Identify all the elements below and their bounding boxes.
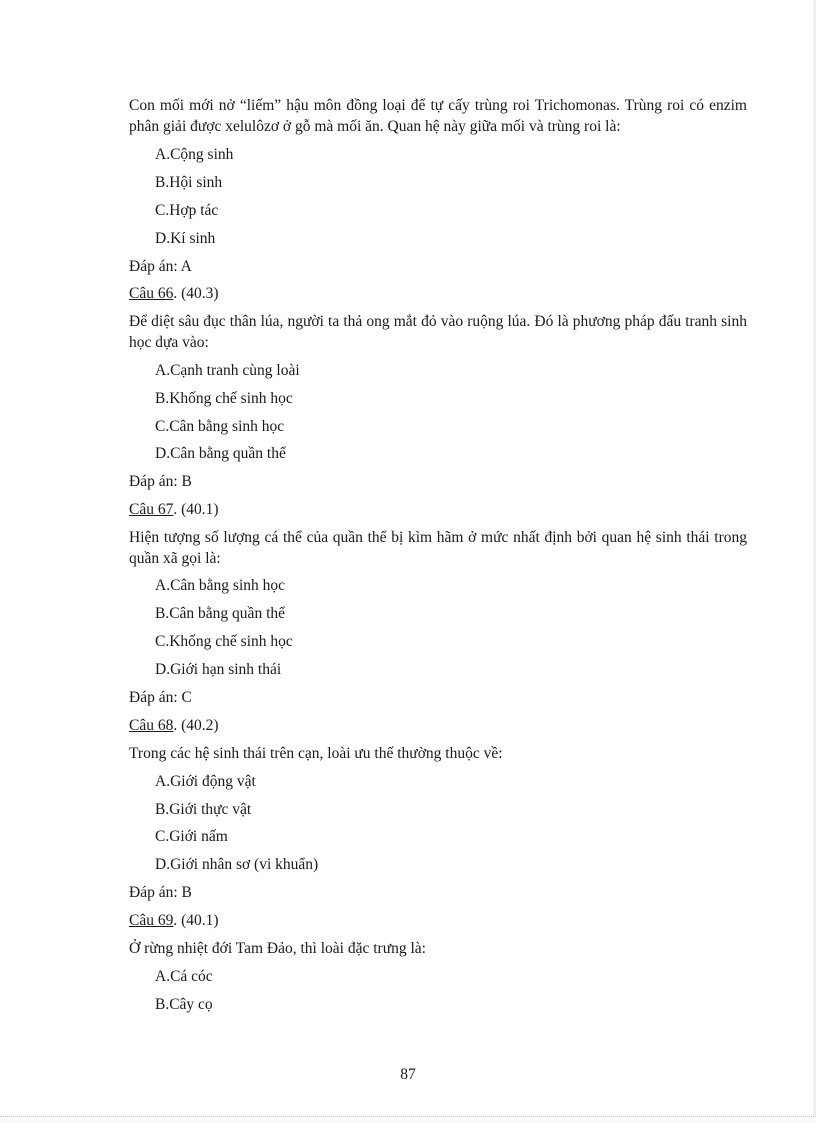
option-c: C.Khống chế sinh học [155, 633, 293, 651]
question-code: . (40.1) [173, 912, 219, 930]
option-a: A.Cạnh tranh cùng loài [155, 361, 300, 379]
intro-option-d: D.Kí sinh [155, 229, 216, 247]
question-header [129, 500, 747, 521]
question-text: Trong các hệ sinh thái trên cạn, loài ưu thế thường thuộc về: [129, 744, 503, 762]
option-d: D.Giới nhân sơ (vi khuẩn) [155, 856, 319, 874]
question-text: Hiện tượng số lượng cá thể của quần thể bị kìm hãm ở mức nhất định bởi quan hệ sinh thái trong quần xã gọi là: [129, 529, 747, 567]
question-text: Ở rừng nhiệt đới Tam Đảo, thì loài đặc trưng là: [129, 940, 426, 958]
page-number: 87 [400, 1066, 416, 1083]
page-edge-bottom [0, 1116, 816, 1123]
option-b: B.Khống chế sinh học [155, 389, 293, 407]
option-b: B.Giới thực vật [155, 800, 252, 818]
option-a: A.Cân bằng sinh học [155, 577, 286, 595]
intro-option-b: B.Hội sinh [155, 173, 223, 191]
option-a: A.Giới động vật [155, 772, 256, 790]
option-c: C.Giới nấm [155, 828, 228, 846]
question-number: Câu 69 [129, 912, 174, 930]
question-code: . (40.2) [173, 716, 219, 734]
option-b: B.Cân bằng quần thể [155, 605, 286, 623]
question-number: Câu 67 [129, 501, 174, 519]
answer: Đáp án: B [129, 473, 192, 491]
question-header [129, 716, 747, 737]
option-c: C.Cân bằng sinh học [155, 417, 285, 435]
option-b: B.Cây cọ [155, 995, 213, 1013]
question-number: Câu 66 [129, 285, 174, 303]
page-content [129, 96, 747, 1023]
answer: Đáp án: B [129, 884, 192, 902]
option-a: A.Cá cóc [155, 967, 213, 985]
option-d: D.Cân bằng quần thể [155, 445, 286, 463]
intro-option-a: A.Cộng sinh [155, 146, 234, 163]
question-code: . (40.3) [173, 285, 219, 303]
question-code: . (40.1) [173, 501, 219, 519]
option-d: D.Giới hạn sinh thái [155, 661, 282, 679]
question-text: Để diệt sâu đục thân lúa, người ta thả ong mắt đỏ vào ruộng lúa. Đó là phương pháp đấu tranh sinh học dựa vào: [129, 313, 747, 351]
answer: Đáp án: C [129, 689, 192, 707]
question-header [129, 284, 747, 305]
question-number: Câu 68 [129, 716, 174, 734]
intro-question-text: Con mối mới nở “liếm” hậu môn đồng loại để tự cấy trùng roi Trichomonas. Trùng roi có enzim phân giải được xelulôzơ ở gỗ mà mối ăn. Quan hệ này giữa mối và trùng roi là: [129, 97, 747, 135]
intro-answer: Đáp án: A [129, 257, 192, 275]
intro-option-c: C.Hợp tác [155, 201, 219, 219]
question-header [129, 911, 747, 932]
